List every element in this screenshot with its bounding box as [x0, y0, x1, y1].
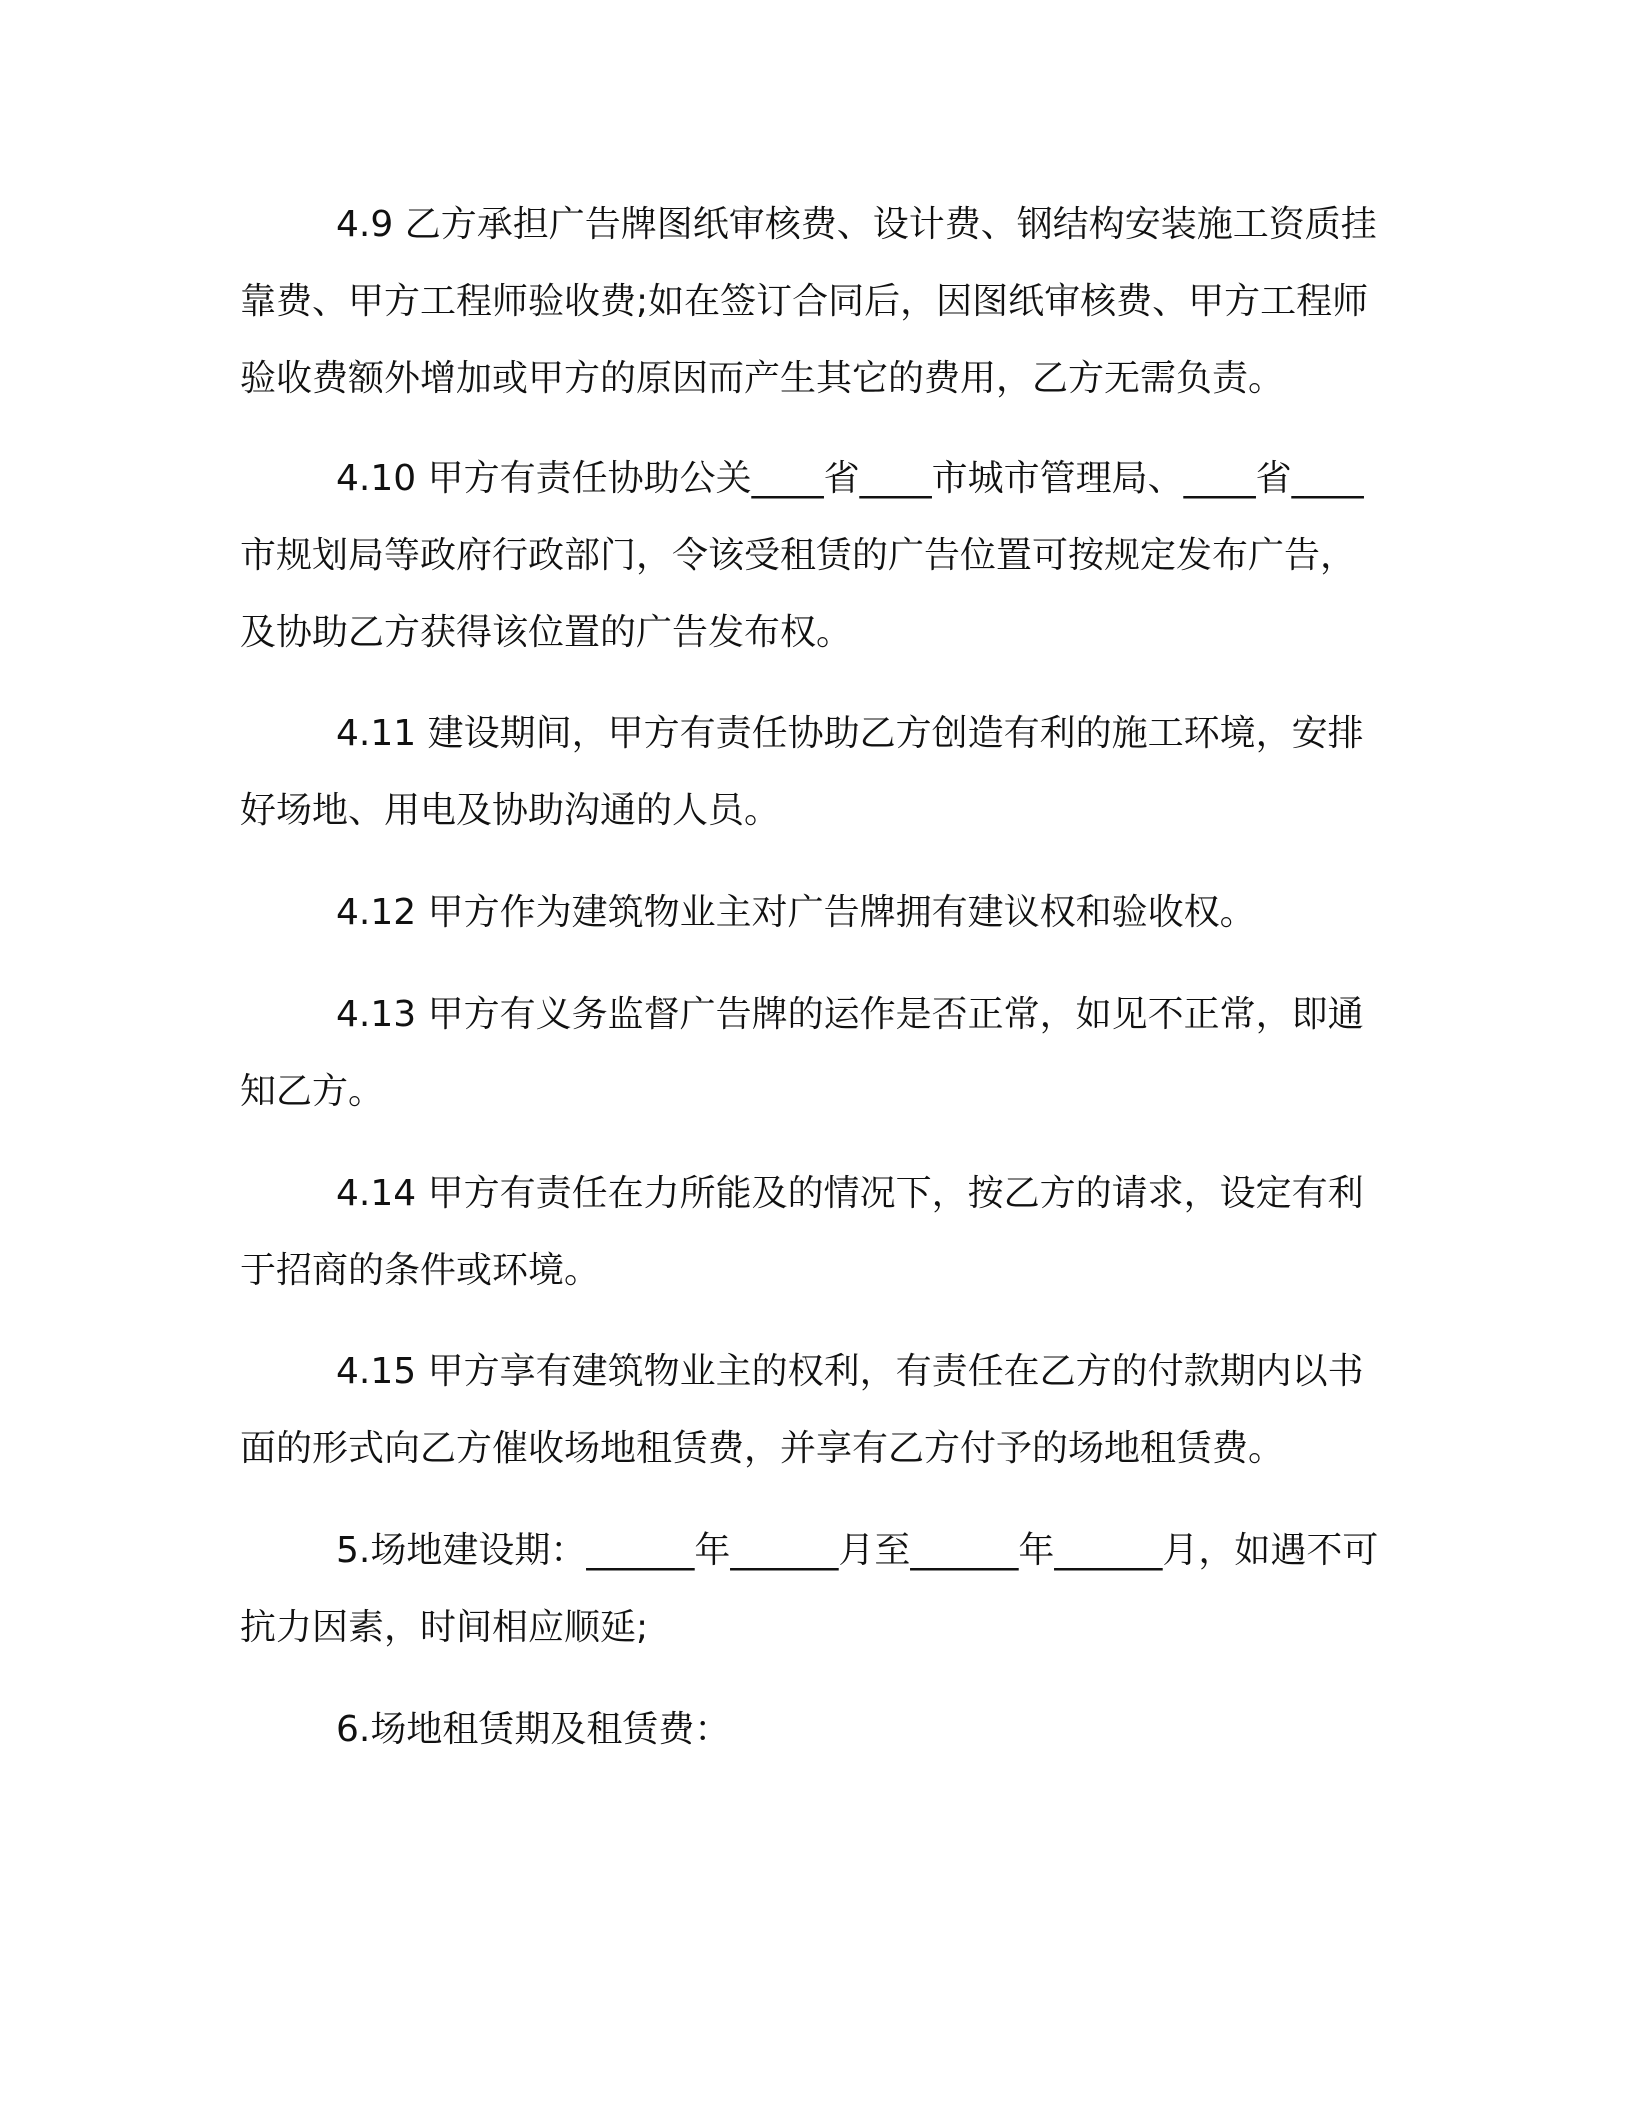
clause-4-14: 4.14 甲方有责任在力所能及的情况下，按乙方的请求，设定有利于招商的条件或环境。 [240, 1173, 1364, 1291]
clause-4-15: 4.15 甲方享有建筑物业主的权利，有责任在乙方的付款期内以书面的形式向乙方催收场地租赁费，并享有乙方付予的场地租赁费。 [240, 1351, 1364, 1469]
clause-4-9: 4.9 乙方承担广告牌图纸审核费、设计费、钢结构安装施工资质挂靠费、甲方工程师验收费;如在签订合同后，因图纸审核费、甲方工程师验收费额外增加或甲方的原因而产生其它的费用，乙方无需负责。 [240, 204, 1377, 399]
clause-6-lease-term-heading: 6.场地租赁期及租赁费： [336, 1709, 731, 1750]
clause-4-12: 4.12 甲方作为建筑物业主对广告牌拥有建议权和验收权。 [336, 892, 1256, 933]
clause-5-construction-period: 5.场地建设期：______年______月至______年______月，如遇不可抗力因素，时间相应顺延; [240, 1530, 1379, 1648]
document-body [240, 186, 1380, 1768]
clause-4-10: 4.10 甲方有责任协助公关____省____市城市管理局、____省____市规划局等政府行政部门，令该受租赁的广告位置可按规定发布广告，及协助乙方获得该位置的广告发布权。 [240, 458, 1364, 653]
clause-4-11: 4.11 建设期间，甲方有责任协助乙方创造有利的施工环境，安排好场地、用电及协助沟通的人员。 [240, 713, 1364, 831]
clause-4-13: 4.13 甲方有义务监督广告牌的运作是否正常，如见不正常，即通知乙方。 [240, 994, 1364, 1112]
